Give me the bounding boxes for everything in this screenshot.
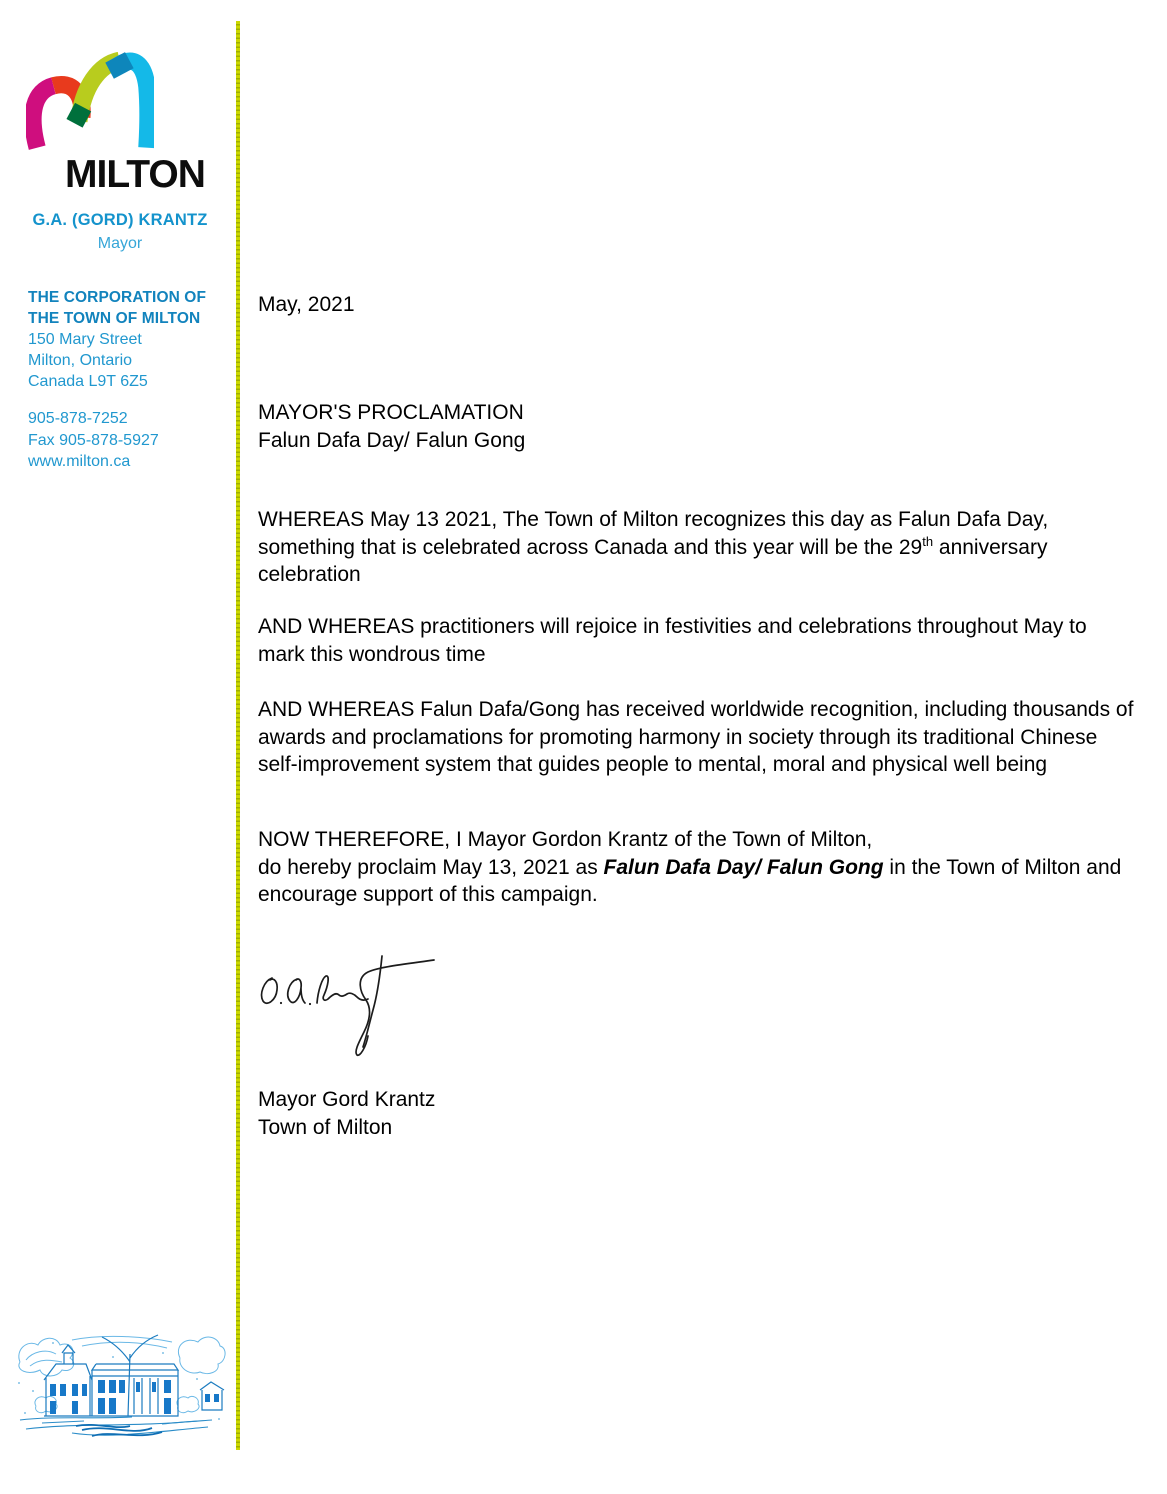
letter-paragraph: [258, 696, 1136, 779]
paragraph-segment: NOW THEREFORE, I Mayor Gordon Krantz of the Town of Milton,: [258, 828, 873, 851]
wordmark: MILTON: [65, 153, 205, 196]
paragraph-segment: AND WHEREAS practitioners will rejoice in festivities and celebrations throughout May to mark this wondrous time: [258, 615, 1087, 666]
letter-title: MAYOR'S PROCLAMATION: [258, 401, 524, 424]
address-line: Canada L9T 6Z5: [28, 373, 148, 390]
officer-name: G.A. (GORD) KRANTZ: [32, 211, 208, 229]
paragraph-segment: AND WHEREAS Falun Dafa/Gong has received worldwide recognition, including thousands of awards and proclamations for promoting harmony in society through its traditional Chinese self-improvement system that guides people to mental, moral and physical well being: [258, 698, 1134, 776]
officer-title: Mayor: [97, 235, 143, 252]
address-line: Milton, Ontario: [28, 352, 133, 369]
letter-paragraph: [258, 826, 1136, 909]
letter-subtitle: Falun Dafa Day/ Falun Gong: [258, 428, 526, 452]
org-line: THE TOWN OF MILTON: [28, 310, 201, 327]
letterhead-contact-block: [28, 408, 159, 473]
address-line: 150 Mary Street: [28, 331, 142, 348]
org-line: THE CORPORATION OF: [28, 289, 207, 306]
phone-number: 905-878-7252: [28, 410, 128, 427]
fax-number: Fax 905-878-5927: [28, 431, 159, 449]
website-url: www.milton.ca: [28, 453, 131, 470]
town-hall-sketch-image: [12, 1332, 226, 1446]
signature-icon: [256, 948, 446, 1063]
paragraph-segment: th: [922, 533, 934, 549]
letter-date: May, 2021: [258, 293, 355, 316]
milton-logo-icon: [26, 52, 154, 152]
paragraph-segment: in the Town of Milton and encourage support of this campaign.: [258, 855, 1122, 906]
paragraph-segment: Falun Dafa Day/ Falun Gong: [603, 855, 884, 879]
letter-paragraph: [258, 506, 1136, 589]
letter-paragraph: [258, 613, 1136, 668]
signoff-org: Town of Milton: [258, 1115, 393, 1139]
paragraph-segment: do hereby proclaim May 13, 2021 as: [258, 855, 604, 879]
letterhead-address-block: [28, 287, 206, 392]
paragraph-segment: anniversary celebration: [258, 535, 1048, 586]
letter-title-block: [258, 399, 525, 454]
paragraph-segment: WHEREAS May 13 2021, The Town of Milton recognizes this day as Falun Dafa Day, something that is celebrated across Canada and this year will be the 29: [258, 508, 1049, 559]
signoff-name: Mayor Gord Krantz: [258, 1088, 436, 1111]
signoff-block: [258, 1086, 435, 1141]
